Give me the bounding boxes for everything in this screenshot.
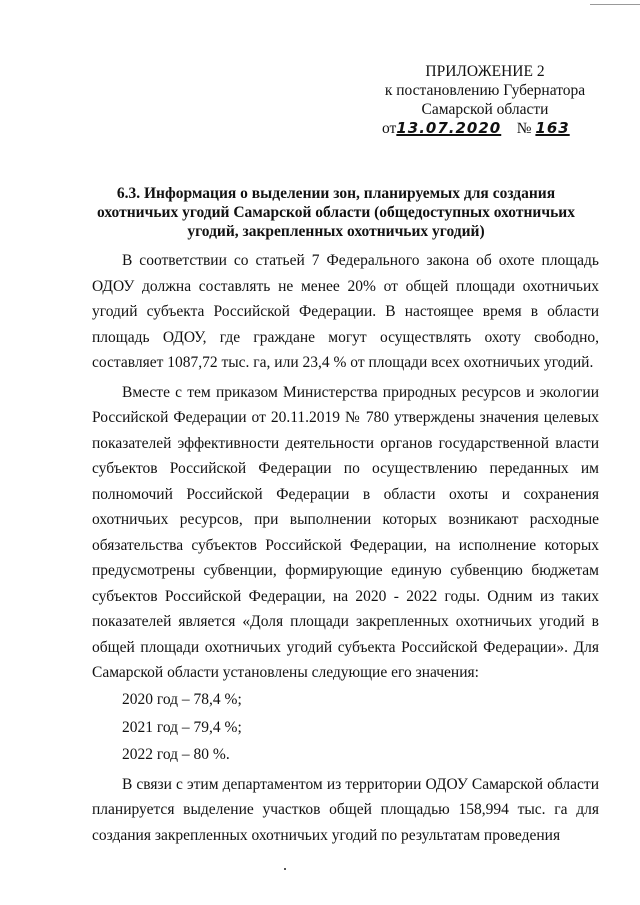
- value-item-2022: 2022 год – 80 %.: [122, 746, 230, 763]
- value-item-2020: 2020 год – 78,4 %;: [122, 691, 242, 708]
- handwritten-date: 13.07.2020: [396, 119, 502, 137]
- value-item-2021: 2021 год – 79,4 %;: [122, 718, 242, 736]
- corner-divider: [590, 4, 640, 5]
- handwritten-number: 163: [535, 119, 570, 137]
- appendix-line-2: Самарской области: [421, 101, 549, 118]
- appendix-line-1: к постановлению Губернатора: [384, 82, 586, 99]
- scan-dot: [284, 868, 286, 870]
- document-body: [92, 248, 599, 848]
- paragraph-1: В соответствии со статьей 7 Федерального закона об охоте площадь ОДОУ должна составлять не менее 20% от общей площади охотничьих угодий субъекта Российской Федерации. В настоящее время в области площадь ОДОУ, где граждане могут осуществлять охоту свободно, составляет 1087,72 тыс. га, или 23,4 % от площади всех охотничьих угодий.: [92, 252, 599, 371]
- paragraph-2: Вместе с тем приказом Министерства природных ресурсов и экологии Российской Федерации от 20.11.2019 № 780 утверждены значения целевых показателей эффективности деятельности органов государственной власти субъектов Российской Федерации по осуществлению переданных им полномочий Российской Федерации в области охоты и сохранения охотничьих ресурсов, при выполнении которых возникают расходные обязательства субъектов Российской Федерации, на исполнение которых предусмотрены субвенции, формирующие единую субвенцию бюджетам субъектов Российской Федерации, на 2020 - 2022 годы. Одним из таких показателей является «Доля площади закрепленных охотничьих угодий в общей площади охотничьих угодий субъекта Российской Федерации». Для Самарской области установлены следующие его значения:: [92, 383, 599, 681]
- date-prefix: от: [382, 120, 397, 137]
- paragraph-3: В связи с этим департаментом из территории ОДОУ Самарской области планируется выделение участков общей площадью 158,994 тыс. га для создания закрепленных охотничьих угодий по результатам проведения: [92, 775, 599, 844]
- appendix-title: ПРИЛОЖЕНИЕ 2: [425, 63, 545, 80]
- appendix-block: [370, 62, 600, 138]
- number-prefix: №: [516, 120, 532, 137]
- section-heading: 6.3. Информация о выделении зон, планируемых для создания охотничьих угодий Самарской области (общедоступных охотничьих угодий, закрепленных охотничьих угодий): [97, 185, 575, 240]
- appendix-date-line: [370, 119, 600, 138]
